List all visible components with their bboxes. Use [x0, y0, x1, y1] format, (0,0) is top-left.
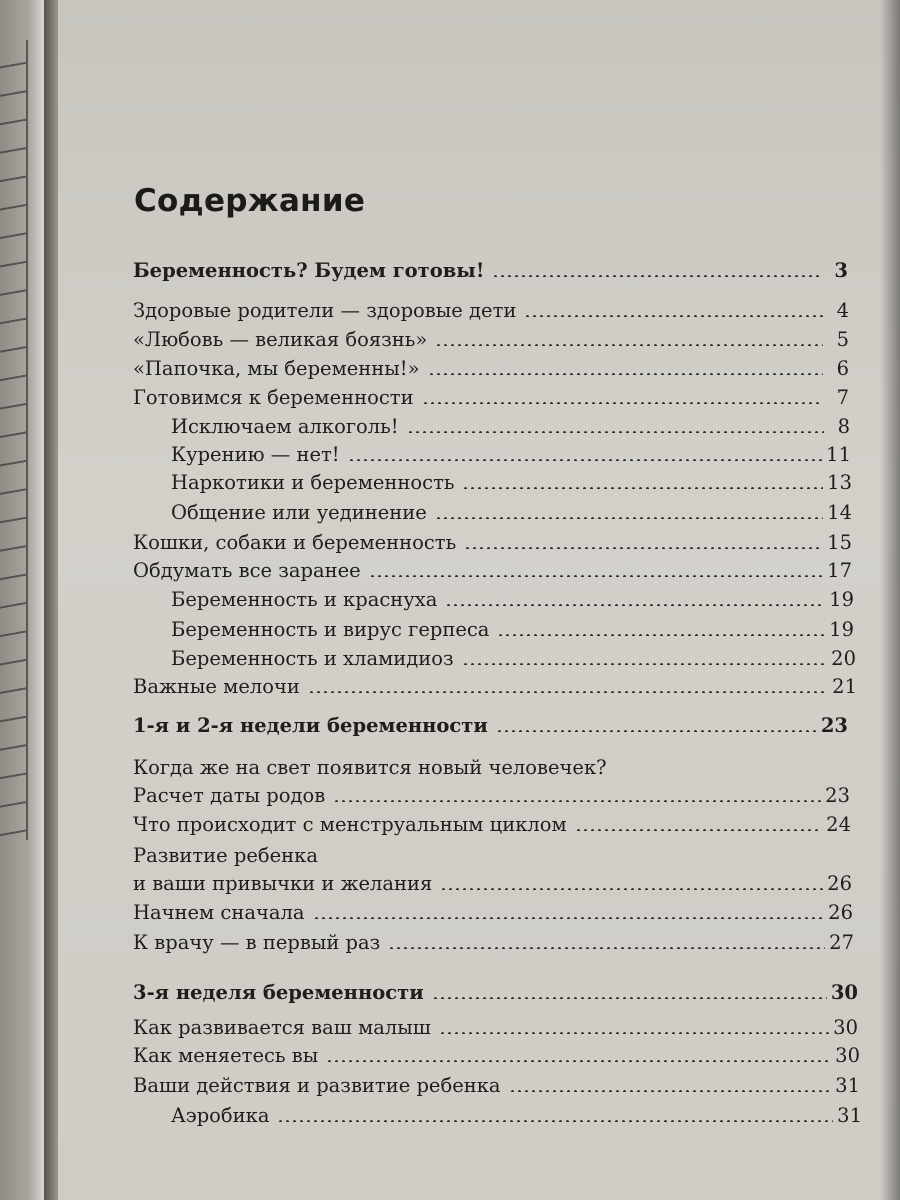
toc-entry	[133, 1015, 858, 1041]
toc-entry	[133, 812, 851, 838]
dot-leader	[326, 1060, 831, 1062]
toc-page-number: 15	[827, 531, 852, 554]
toc-entry	[133, 871, 852, 897]
toc-page-number: 13	[827, 471, 852, 494]
toc-entry-title: Обдумать все заранее	[133, 559, 361, 582]
dot-leader	[496, 730, 817, 732]
toc-entry-title: Важные мелочи	[133, 675, 300, 698]
toc-entry	[133, 327, 849, 353]
toc-entry-title: «Любовь — великая боязнь»	[133, 328, 428, 351]
toc-entry-title: Беременность и хламидиоз	[171, 647, 454, 670]
toc-page-number: 21	[832, 675, 857, 698]
dot-leader	[524, 315, 823, 317]
dot-leader	[277, 1120, 833, 1122]
toc-entry	[133, 298, 849, 324]
toc-page-number: 19	[829, 588, 854, 611]
toc-entry-title: Когда же на свет появится новый человечек?	[133, 756, 607, 779]
toc-entry-title: Наркотики и беременность	[171, 471, 455, 494]
toc-page-number: 4	[836, 299, 849, 322]
toc-entry	[133, 674, 857, 700]
dot-leader	[369, 575, 823, 577]
toc-entry	[133, 843, 318, 869]
toc-page-number: 11	[826, 443, 851, 466]
toc-entry-title: Исключаем алкоголь!	[171, 415, 399, 438]
toc-page-number: 7	[836, 386, 849, 409]
dot-leader	[492, 275, 822, 277]
dot-leader	[497, 634, 825, 636]
toc-entry-title: Здоровые родители — здоровые дети	[133, 299, 517, 322]
dot-leader	[308, 691, 828, 693]
dot-leader	[388, 947, 825, 949]
toc-entry	[133, 558, 852, 584]
dot-leader	[462, 487, 823, 489]
toc-page-number: 19	[829, 618, 854, 641]
toc-page-number: 3	[834, 259, 848, 282]
toc-entry-title: «Папочка, мы беременны!»	[133, 357, 420, 380]
toc-entry	[133, 356, 849, 382]
toc-page-number: 5	[836, 328, 849, 351]
toc-entry	[133, 385, 849, 411]
toc-entry	[133, 530, 852, 556]
dot-leader	[435, 344, 823, 346]
dot-leader	[422, 402, 823, 404]
toc-page-number: 30	[830, 981, 858, 1004]
contents-heading: Содержание	[134, 183, 366, 219]
toc-page-number: 26	[828, 901, 853, 924]
dot-leader	[462, 663, 828, 665]
toc-page-number: 20	[831, 647, 856, 670]
toc-entry-title: Аэробика	[171, 1104, 270, 1127]
toc-entry-title: Готовимся к беременности	[133, 386, 414, 409]
toc-entry	[133, 900, 853, 926]
toc-page-number: 30	[833, 1016, 858, 1039]
toc-entry-title: Начнем сначала	[133, 901, 305, 924]
toc-page-number: 24	[826, 813, 851, 836]
toc-entry-title: Что происходит с менструальным циклом	[133, 813, 567, 836]
toc-subentry	[171, 646, 856, 672]
toc-entry-title: Расчет даты родов	[133, 784, 326, 807]
toc-subentry	[171, 587, 854, 613]
toc-page-number: 23	[820, 714, 848, 737]
toc-page-number: 8	[837, 415, 850, 438]
toc-page-number: 30	[835, 1044, 860, 1067]
toc-page-number: 31	[837, 1104, 862, 1127]
toc-subentry	[171, 414, 850, 440]
toc-entry	[133, 783, 850, 809]
toc-subentry	[171, 442, 851, 468]
toc-subentry	[171, 1103, 862, 1129]
dot-leader	[439, 1032, 829, 1034]
toc-entry-title: 1-я и 2-я недели беременности	[133, 714, 488, 737]
toc-page-number: 23	[825, 784, 850, 807]
toc-entry-title: 3-я неделя беременности	[133, 981, 424, 1004]
dot-leader	[575, 829, 822, 831]
toc-entry-title: Кошки, собаки и беременность	[133, 531, 457, 554]
dot-leader	[432, 997, 827, 999]
toc-entry	[133, 930, 854, 956]
dot-leader	[407, 431, 824, 433]
toc-entry-title: Беременность? Будем готовы!	[133, 259, 485, 282]
toc-entry	[133, 1043, 860, 1069]
dot-leader	[313, 917, 825, 919]
toc-entry-title: и ваши привычки и желания	[133, 872, 433, 895]
toc-subentry	[171, 617, 854, 643]
toc-entry-title: Беременность и вирус герпеса	[171, 618, 490, 641]
toc-page-number: 6	[836, 357, 849, 380]
dot-leader	[509, 1090, 832, 1092]
toc-entry-title: К врачу — в первый раз	[133, 931, 381, 954]
toc-page-number: 26	[827, 872, 852, 895]
toc-entry-title: Как развивается ваш малыш	[133, 1016, 431, 1039]
dot-leader	[333, 800, 821, 802]
toc-entry-title: Общение или уединение	[171, 501, 427, 524]
toc-subentry	[171, 500, 852, 526]
dot-leader	[428, 373, 823, 375]
toc-section-entry	[133, 258, 848, 284]
toc-subentry	[171, 470, 852, 496]
toc-entry	[133, 755, 607, 781]
toc-page-number: 31	[835, 1074, 860, 1097]
dot-leader	[464, 547, 823, 549]
toc-entry-title: Ваши действия и развитие ребенка	[133, 1074, 501, 1097]
toc-section-entry	[133, 980, 858, 1006]
toc-section-entry	[133, 713, 848, 739]
toc-page-number: 27	[829, 931, 854, 954]
toc-entry	[133, 1073, 860, 1099]
toc-entry-title: Развитие ребенка	[133, 844, 318, 867]
dot-leader	[435, 517, 823, 519]
toc-page-number: 14	[827, 501, 852, 524]
dot-leader	[440, 888, 823, 890]
toc-entry-title: Беременность и краснуха	[171, 588, 438, 611]
toc-entry-title: Курению — нет!	[171, 443, 340, 466]
dot-leader	[445, 604, 825, 606]
toc-entry-title: Как меняетесь вы	[133, 1044, 319, 1067]
dot-leader	[348, 459, 823, 461]
toc-page-number: 17	[827, 559, 852, 582]
